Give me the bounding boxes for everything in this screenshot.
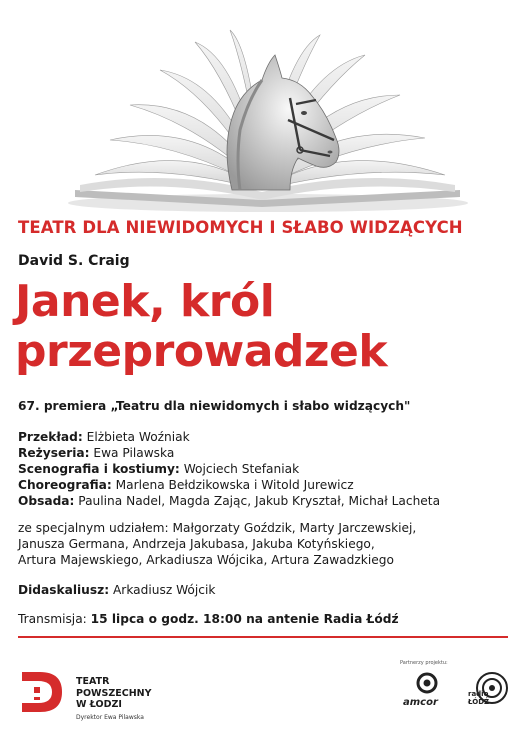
- credit-row: [18, 493, 440, 509]
- radio-logo-city: ŁÓDŹ: [468, 698, 490, 706]
- credit-row: [18, 445, 440, 461]
- credit-value: Wojciech Stefaniak: [183, 462, 300, 476]
- theatre-logo-icon: [20, 670, 66, 718]
- book-horse-icon: [0, 0, 528, 215]
- didaskalia-value: Arkadiusz Wójcik: [112, 583, 216, 597]
- credit-value: Paulina Nadel, Magda Zając, Jakub Kryształ, Michał Lacheta: [78, 494, 441, 508]
- special-guests: [18, 520, 416, 568]
- didaskalia-label: Didaskaliusz:: [18, 583, 110, 597]
- transmission-line: [18, 612, 399, 626]
- credit-label: Reżyseria:: [18, 446, 90, 460]
- radio-logo-text: radio: [468, 690, 489, 698]
- premiere-line: 67. premiera „Teatru dla niewidomych i słabo widzących": [18, 399, 411, 413]
- credit-row: [18, 429, 440, 445]
- theatre-name-line: POWSZECHNY: [76, 687, 152, 699]
- partners-label: Partnerzy projektu:: [400, 660, 448, 666]
- theatre-name: [76, 676, 152, 711]
- credit-label: Obsada:: [18, 494, 75, 508]
- special-guests-line: ze specjalnym udziałem: Małgorzaty Goździk, Marty Jarczewskiej,: [18, 521, 417, 535]
- author-name: David S. Craig: [18, 253, 130, 269]
- play-title: [15, 277, 387, 377]
- credits-list: [18, 429, 440, 509]
- credit-label: Choreografia:: [18, 478, 112, 492]
- transmission-value: 15 lipca o godz. 18:00 na antenie Radia Łódź: [90, 612, 399, 626]
- theatre-name-line: TEATR: [76, 676, 110, 687]
- credit-label: Scenografia i kostiumy:: [18, 462, 180, 476]
- play-title-line-2: przeprowadzek: [15, 326, 388, 377]
- credit-label: Przekład:: [18, 430, 83, 444]
- series-heading: TEATR DLA NIEWIDOMYCH I SŁABO WIDZĄCYCH: [18, 218, 463, 237]
- special-guests-line: Artura Majewskiego, Arkadiusza Wójcika, Artura Zawadzkiego: [18, 553, 394, 567]
- play-title-line-1: Janek, król: [15, 276, 275, 327]
- director-credit: Dyrektor Ewa Pilawska: [76, 714, 144, 721]
- credit-value: Ewa Pilawska: [93, 446, 175, 460]
- divider: [18, 636, 508, 638]
- credit-value: Elżbieta Woźniak: [86, 430, 190, 444]
- theatre-name-line: W ŁODZI: [76, 699, 122, 710]
- transmission-label: Transmisja:: [18, 612, 87, 626]
- amcor-logo-text: amcor: [403, 697, 438, 708]
- hero-illustration: [0, 0, 528, 215]
- credit-value: Marlena Bełdzikowska i Witold Jurewicz: [115, 478, 354, 492]
- credit-row: [18, 477, 440, 493]
- credit-row: [18, 461, 440, 477]
- special-guests-line: Janusza Germana, Andrzeja Jakubasa, Jakuba Kotyńskiego,: [18, 537, 375, 551]
- didaskalia-line: [18, 583, 215, 597]
